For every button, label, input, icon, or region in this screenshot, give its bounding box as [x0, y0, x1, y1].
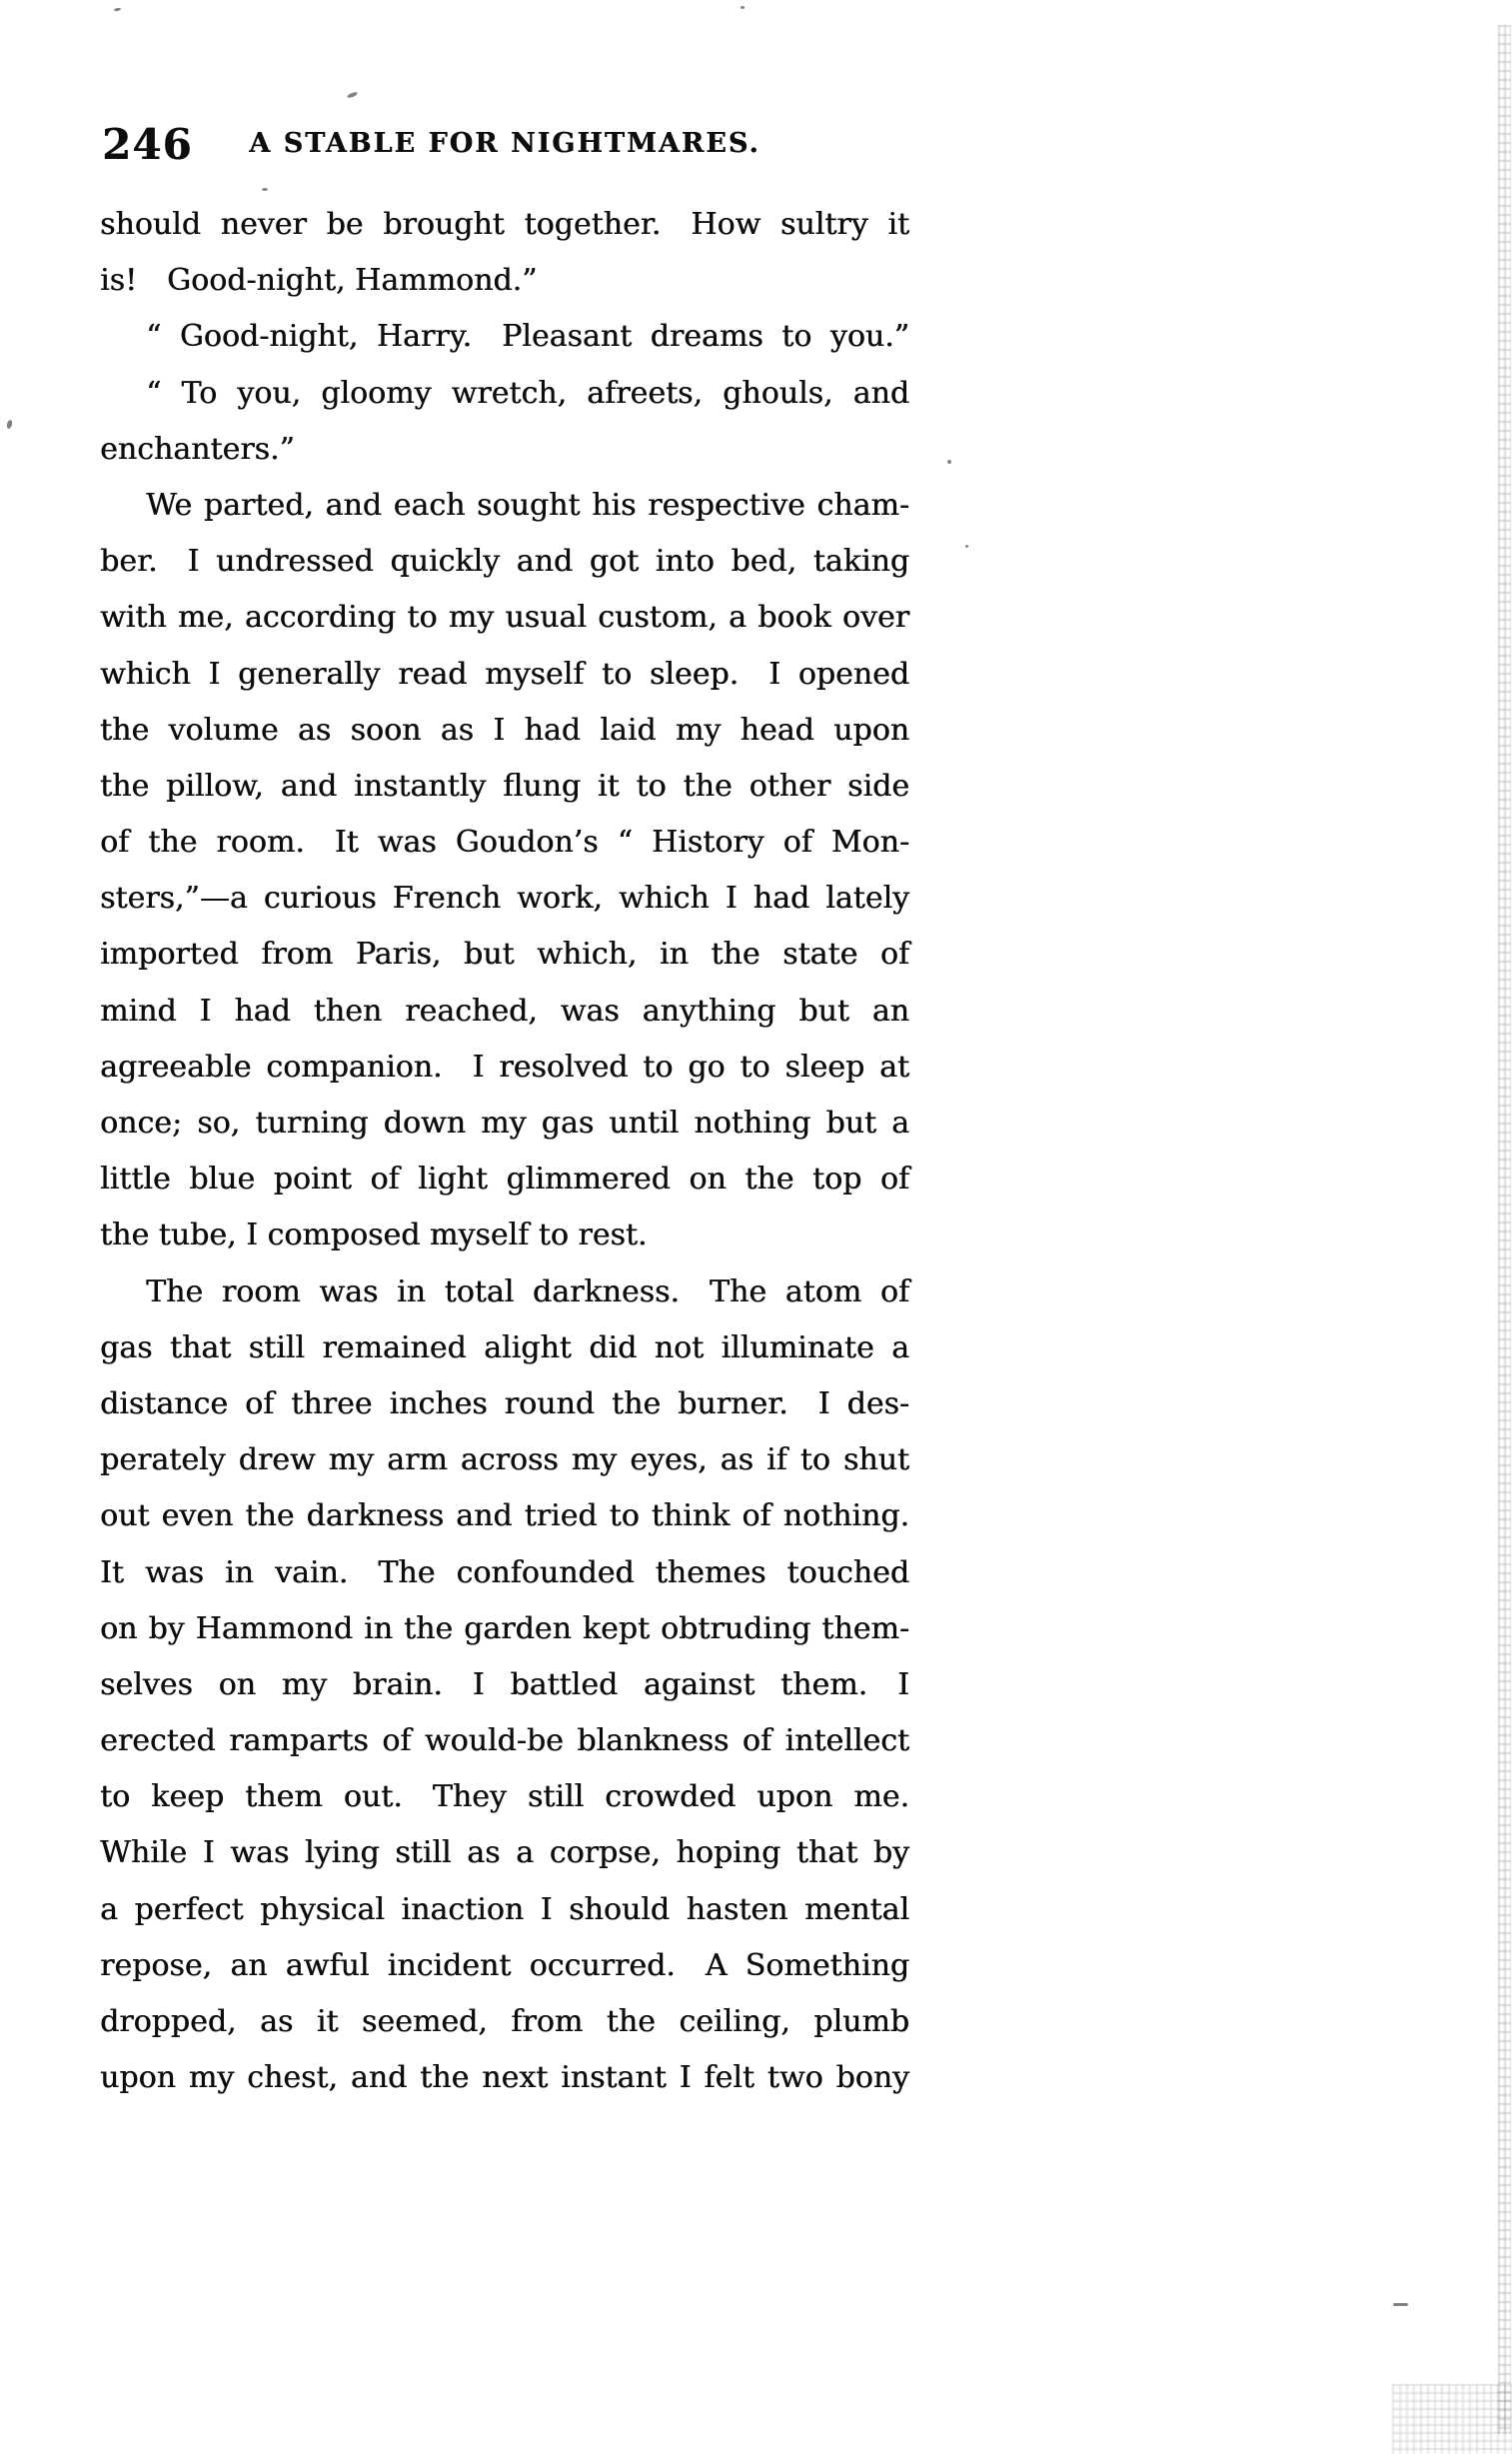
text-line: with me, according to my usual custom, a book over: [100, 600, 909, 636]
text-line: the tube, I composed myself to rest.: [100, 1218, 648, 1253]
text-line: once; so, turning down my gas until nothing but a: [100, 1106, 909, 1141]
text-line: agreeable companion. I resolved to go to sleep at: [100, 1049, 909, 1085]
text-line: dropped, as it seemed, from the ceiling, plumb: [100, 2004, 909, 2039]
running-head: [100, 118, 909, 178]
text-line: a perfect physical inaction I should hasten mental: [100, 1891, 909, 1927]
scan-speck: [1393, 2303, 1408, 2306]
text-line: little blue point of light glimmered on the top of: [100, 1162, 909, 1198]
text-line: enchanters.”: [100, 431, 295, 467]
text-line: While I was lying still as a corpse, hoping that by: [100, 1835, 909, 1871]
text-line: mind I had then reached, was anything but an: [100, 993, 909, 1029]
text-line: should never be brought together. How sultry it: [100, 207, 909, 242]
text-line: of the room. It was Goudon’s “ History of Mon-: [100, 825, 909, 861]
text-line: gas that still remained alight did not illuminate a: [100, 1329, 909, 1365]
scan-noise-corner: [1392, 2384, 1512, 2454]
scan-speck: [262, 188, 268, 191]
scan-speck: [947, 460, 951, 464]
text-line: to keep them out. They still crowded upon me.: [100, 1779, 909, 1815]
text-line: erected ramparts of would-be blankness of intellect: [100, 1723, 909, 1759]
text-line: sters,”—a curious French work, which I had lately: [100, 881, 909, 917]
body-text: [100, 197, 909, 2106]
text-line: distance of three inches round the burner. I des-: [100, 1385, 909, 1421]
text-line: We parted, and each sought his respective cham-: [146, 487, 909, 523]
scan-speck: [114, 7, 121, 11]
text-line: It was in vain. The confounded themes touched: [100, 1554, 909, 1590]
page-number: 246: [102, 120, 193, 169]
scan-speck: [347, 91, 359, 99]
text-line: ber. I undressed quickly and got into bed, taking: [100, 544, 909, 580]
text-line: “ To you, gloomy wretch, afreets, ghouls, and: [146, 375, 909, 411]
text-line: on by Hammond in the garden kept obtruding them-: [100, 1610, 909, 1646]
scan-speck: [6, 420, 13, 430]
scan-noise-band: [1498, 25, 1511, 2434]
text-line: imported from Paris, but which, in the state of: [100, 937, 909, 973]
text-line: “ Good-night, Harry. Pleasant dreams to you.”: [146, 319, 909, 355]
text-line: the volume as soon as I had laid my head upon: [100, 712, 909, 748]
text-line: perately drew my arm across my eyes, as if to shut: [100, 1442, 909, 1478]
scan-speck: [741, 6, 745, 9]
text-line: selves on my brain. I battled against them. I: [100, 1666, 909, 1702]
running-title: A STABLE FOR NIGHTMARES.: [249, 128, 760, 159]
text-line: upon my chest, and the next instant I felt two bony: [100, 2060, 909, 2096]
text-line: The room was in total darkness. The atom of: [146, 1273, 909, 1309]
text-line: is! Good-night, Hammond.”: [100, 263, 538, 299]
scan-speck: [965, 545, 968, 548]
text-line: which I generally read myself to sleep. I opened: [100, 656, 909, 692]
text-line: out even the darkness and tried to think of nothing.: [100, 1498, 909, 1534]
text-line: the pillow, and instantly flung it to the other side: [100, 768, 909, 804]
text-line: repose, an awful incident occurred. A Something: [100, 1947, 909, 1983]
